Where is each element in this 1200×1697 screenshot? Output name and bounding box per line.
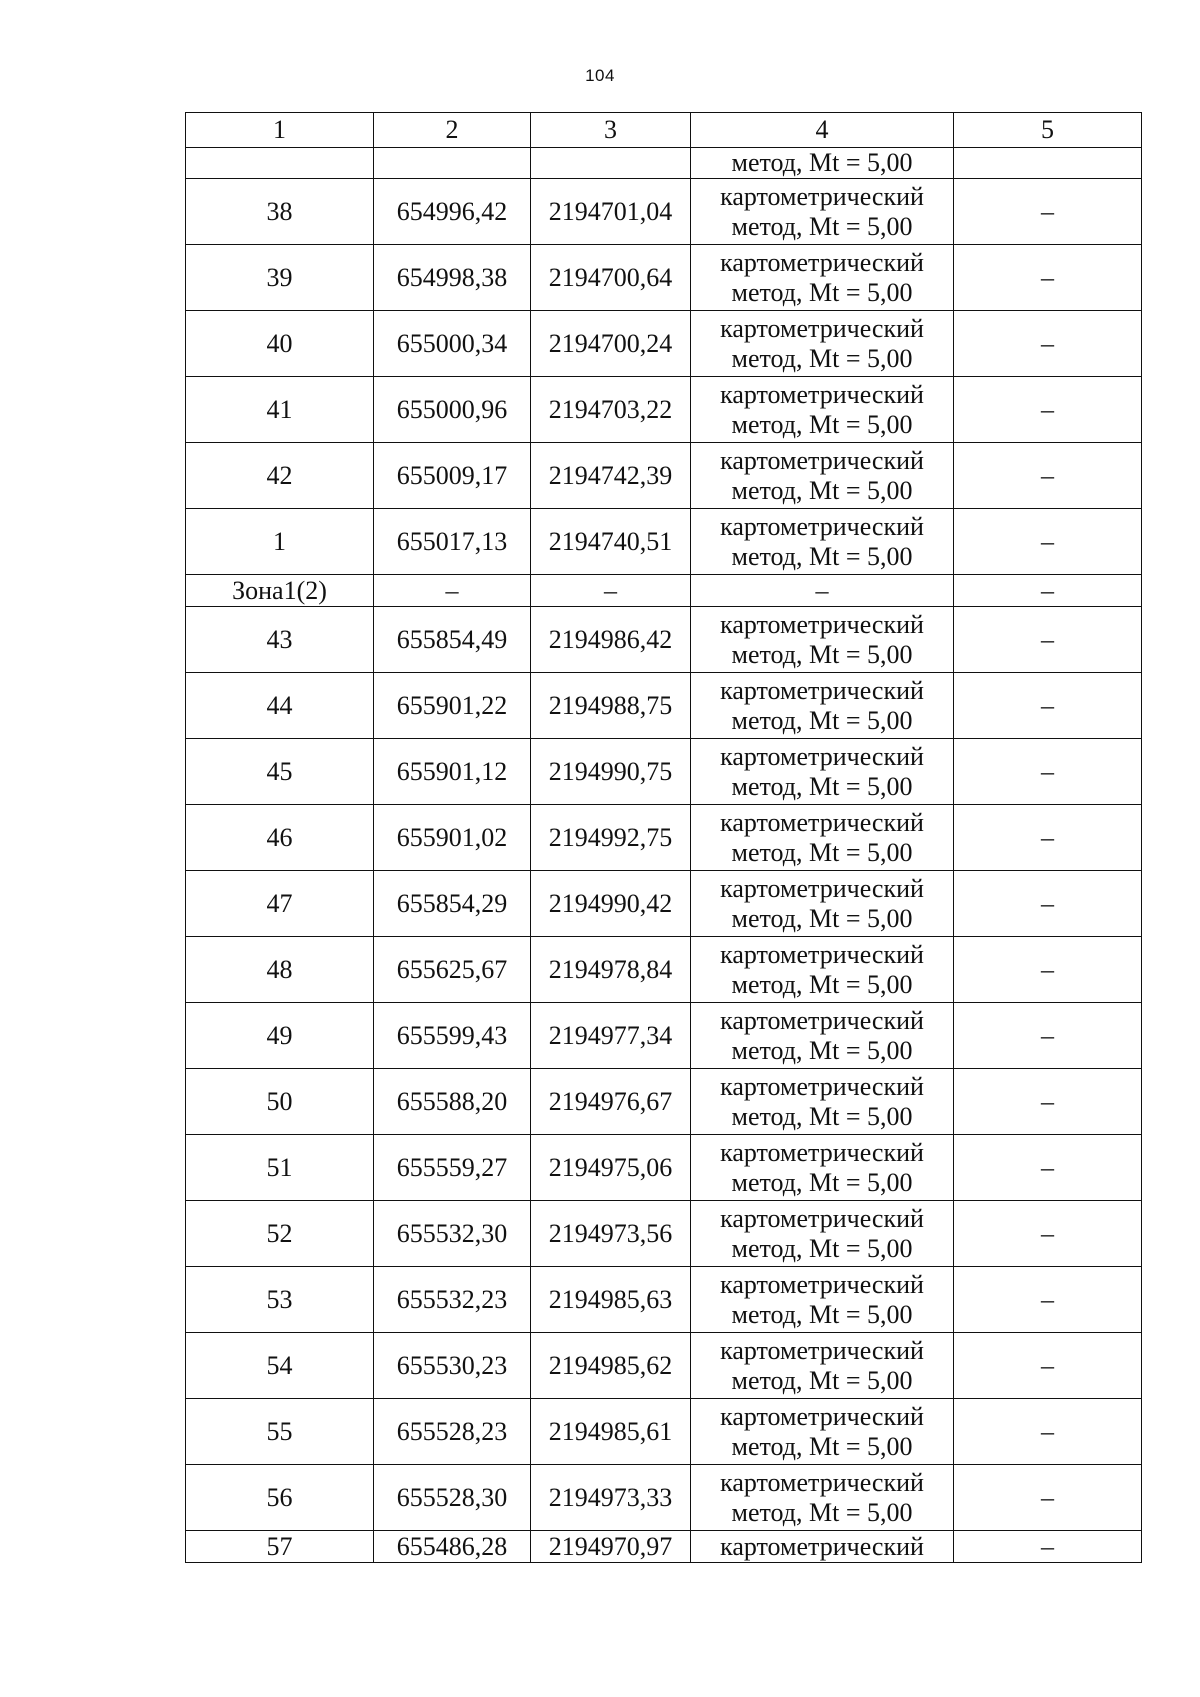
cell-empty (374, 148, 531, 179)
method-line: метод, Mt = 5,00 (731, 1233, 913, 1263)
header-cell: 5 (954, 113, 1142, 148)
method-line: картометрический (720, 609, 924, 639)
cell-y: 2194992,75 (531, 805, 691, 871)
method-line: картометрический (720, 445, 924, 475)
cell-empty (954, 148, 1142, 179)
cell-y: 2194975,06 (531, 1135, 691, 1201)
method-line: картометрический (720, 313, 924, 343)
table-row (186, 179, 1142, 245)
table-row (186, 673, 1142, 739)
cell-point-number: 42 (186, 443, 374, 509)
cell-method (691, 1267, 954, 1333)
method-line: картометрический (720, 247, 924, 277)
coordinates-table (185, 112, 1142, 1563)
cell-point-number: 50 (186, 1069, 374, 1135)
cell-y: 2194985,61 (531, 1399, 691, 1465)
cell-method (691, 1003, 954, 1069)
cell-y: 2194990,75 (531, 739, 691, 805)
cell-y: 2194742,39 (531, 443, 691, 509)
table-row (186, 1531, 1142, 1563)
cell-point-number: 40 (186, 311, 374, 377)
cell-empty (186, 148, 374, 179)
cell-y: 2194988,75 (531, 673, 691, 739)
header-row (186, 113, 1142, 148)
cell-accuracy: – (954, 805, 1142, 871)
table-row (186, 1069, 1142, 1135)
zone-row (186, 575, 1142, 607)
method-line: метод, Mt = 5,00 (731, 969, 913, 999)
cell-method: картометрический (691, 1531, 954, 1563)
cell-point-number: 54 (186, 1333, 374, 1399)
cell-accuracy: – (954, 739, 1142, 805)
cell-y: 2194986,42 (531, 607, 691, 673)
cell-y: 2194990,42 (531, 871, 691, 937)
cell-dash: – (691, 575, 954, 607)
cell-method (691, 1333, 954, 1399)
cell-point-number: 51 (186, 1135, 374, 1201)
cell-point-number: 48 (186, 937, 374, 1003)
cell-x: 655588,20 (374, 1069, 531, 1135)
method-line: метод, Mt = 5,00 (731, 705, 913, 735)
cell-accuracy: – (954, 1069, 1142, 1135)
method-line: картометрический (720, 1467, 924, 1497)
method-line: картометрический (720, 939, 924, 969)
cell-point-number: 43 (186, 607, 374, 673)
cell-point-number: 38 (186, 179, 374, 245)
cell-x: 655000,96 (374, 377, 531, 443)
cell-accuracy: – (954, 1267, 1142, 1333)
table-row (186, 1003, 1142, 1069)
cell-y: 2194740,51 (531, 509, 691, 575)
cell-y: 2194977,34 (531, 1003, 691, 1069)
cell-accuracy: – (954, 1465, 1142, 1531)
method-line: картометрический (720, 1137, 924, 1167)
method-line: метод, Mt = 5,00 (731, 343, 913, 373)
table-row (186, 1465, 1142, 1531)
cell-x: 655000,34 (374, 311, 531, 377)
cell-y: 2194976,67 (531, 1069, 691, 1135)
cell-accuracy: – (954, 937, 1142, 1003)
page-number: 104 (585, 66, 615, 85)
cell-dash: – (531, 575, 691, 607)
method-line: метод, Mt = 5,00 (731, 541, 913, 571)
method-line: метод, Mt = 5,00 (731, 1365, 913, 1395)
cell-method (691, 871, 954, 937)
table-row (186, 937, 1142, 1003)
method-line: картометрический (720, 181, 924, 211)
table-row (186, 1267, 1142, 1333)
cell-point-number: 44 (186, 673, 374, 739)
method-line: картометрический (720, 1203, 924, 1233)
cell-accuracy: – (954, 377, 1142, 443)
cell-x: 655854,49 (374, 607, 531, 673)
method-line: метод, Mt = 5,00 (731, 903, 913, 933)
method-line: картометрический (720, 379, 924, 409)
cell-accuracy: – (954, 509, 1142, 575)
cell-x: 655017,13 (374, 509, 531, 575)
cell-x: 655532,23 (374, 1267, 531, 1333)
method-line: картометрический (720, 1269, 924, 1299)
cell-method-continued: метод, Mt = 5,00 (691, 148, 954, 179)
cell-accuracy: – (954, 1201, 1142, 1267)
cell-dash: – (374, 575, 531, 607)
cell-accuracy: – (954, 1531, 1142, 1563)
continued-row (186, 148, 1142, 179)
method-line: картометрический (720, 1005, 924, 1035)
cell-x: 655854,29 (374, 871, 531, 937)
method-line: картометрический (720, 807, 924, 837)
cell-method (691, 739, 954, 805)
cell-accuracy: – (954, 1333, 1142, 1399)
method-line: картометрический (720, 1401, 924, 1431)
cell-method (691, 377, 954, 443)
method-line: картометрический (720, 675, 924, 705)
cell-y: 2194973,56 (531, 1201, 691, 1267)
cell-method (691, 937, 954, 1003)
table-row (186, 377, 1142, 443)
cell-method (691, 1201, 954, 1267)
method-line: метод, Mt = 5,00 (731, 1167, 913, 1197)
cell-y: 2194985,63 (531, 1267, 691, 1333)
cell-method (691, 1399, 954, 1465)
cell-point-number: 41 (186, 377, 374, 443)
method-line: метод, Mt = 5,00 (731, 211, 913, 241)
cell-point-number: 52 (186, 1201, 374, 1267)
table-row (186, 871, 1142, 937)
cell-accuracy: – (954, 1003, 1142, 1069)
cell-point-number: 1 (186, 509, 374, 575)
header-cell: 2 (374, 113, 531, 148)
cell-point-number: 39 (186, 245, 374, 311)
header-cell: 4 (691, 113, 954, 148)
table-row (186, 311, 1142, 377)
table-row (186, 509, 1142, 575)
cell-point-number: 45 (186, 739, 374, 805)
cell-x: 655559,27 (374, 1135, 531, 1201)
cell-y: 2194978,84 (531, 937, 691, 1003)
cell-accuracy: – (954, 673, 1142, 739)
method-line: метод, Mt = 5,00 (731, 639, 913, 669)
cell-y: 2194700,24 (531, 311, 691, 377)
cell-y: 2194703,22 (531, 377, 691, 443)
method-line: метод, Mt = 5,00 (731, 771, 913, 801)
method-line: метод, Mt = 5,00 (731, 837, 913, 867)
cell-y: 2194700,64 (531, 245, 691, 311)
cell-x: 655625,67 (374, 937, 531, 1003)
cell-point-number: 47 (186, 871, 374, 937)
cell-method (691, 805, 954, 871)
method-line: картометрический (720, 873, 924, 903)
cell-x: 655530,23 (374, 1333, 531, 1399)
method-line: метод, Mt = 5,00 (731, 1431, 913, 1461)
cell-accuracy: – (954, 179, 1142, 245)
cell-accuracy: – (954, 871, 1142, 937)
method-line: картометрический (720, 1335, 924, 1365)
cell-x: 655528,30 (374, 1465, 531, 1531)
cell-method (691, 1465, 954, 1531)
table-row (186, 1201, 1142, 1267)
cell-point-number: 55 (186, 1399, 374, 1465)
table-row (186, 245, 1142, 311)
cell-method (691, 1135, 954, 1201)
header-cell: 1 (186, 113, 374, 148)
table-row (186, 1135, 1142, 1201)
cell-y: 2194973,33 (531, 1465, 691, 1531)
cell-method (691, 1069, 954, 1135)
cell-accuracy: – (954, 1399, 1142, 1465)
method-line: метод, Mt = 5,00 (731, 1101, 913, 1131)
cell-x: 655009,17 (374, 443, 531, 509)
cell-y: 2194701,04 (531, 179, 691, 245)
cell-method (691, 509, 954, 575)
cell-x: 655901,22 (374, 673, 531, 739)
method-line: метод, Mt = 5,00 (731, 277, 913, 307)
method-line: метод, Mt = 5,00 (731, 1035, 913, 1065)
method-line: картометрический (720, 511, 924, 541)
table-row (186, 607, 1142, 673)
cell-method (691, 245, 954, 311)
cell-empty (531, 148, 691, 179)
cell-accuracy: – (954, 311, 1142, 377)
table-row (186, 443, 1142, 509)
cell-dash: – (954, 575, 1142, 607)
cell-zone: Зона1(2) (186, 575, 374, 607)
method-line: метод, Mt = 5,00 (731, 1497, 913, 1527)
cell-x: 655901,02 (374, 805, 531, 871)
header-cell: 3 (531, 113, 691, 148)
cell-point-number: 56 (186, 1465, 374, 1531)
cell-x: 655528,23 (374, 1399, 531, 1465)
table-row (186, 1333, 1142, 1399)
cell-x: 655599,43 (374, 1003, 531, 1069)
cell-x: 655532,30 (374, 1201, 531, 1267)
cell-point-number: 53 (186, 1267, 374, 1333)
cell-y: 2194970,97 (531, 1531, 691, 1563)
cell-method (691, 673, 954, 739)
method-line: метод, Mt = 5,00 (731, 1299, 913, 1329)
cell-accuracy: – (954, 1135, 1142, 1201)
table-row (186, 1399, 1142, 1465)
method-line: картометрический (720, 741, 924, 771)
table-row (186, 805, 1142, 871)
cell-x: 655486,28 (374, 1531, 531, 1563)
cell-x: 654998,38 (374, 245, 531, 311)
cell-method (691, 179, 954, 245)
cell-method (691, 607, 954, 673)
cell-point-number: 57 (186, 1531, 374, 1563)
table-row (186, 739, 1142, 805)
cell-y: 2194985,62 (531, 1333, 691, 1399)
cell-method (691, 443, 954, 509)
cell-method (691, 311, 954, 377)
cell-point-number: 49 (186, 1003, 374, 1069)
method-line: метод, Mt = 5,00 (731, 475, 913, 505)
cell-point-number: 46 (186, 805, 374, 871)
method-line: метод, Mt = 5,00 (731, 409, 913, 439)
cell-x: 655901,12 (374, 739, 531, 805)
cell-accuracy: – (954, 607, 1142, 673)
cell-accuracy: – (954, 443, 1142, 509)
cell-x: 654996,42 (374, 179, 531, 245)
cell-accuracy: – (954, 245, 1142, 311)
method-line: картометрический (720, 1071, 924, 1101)
